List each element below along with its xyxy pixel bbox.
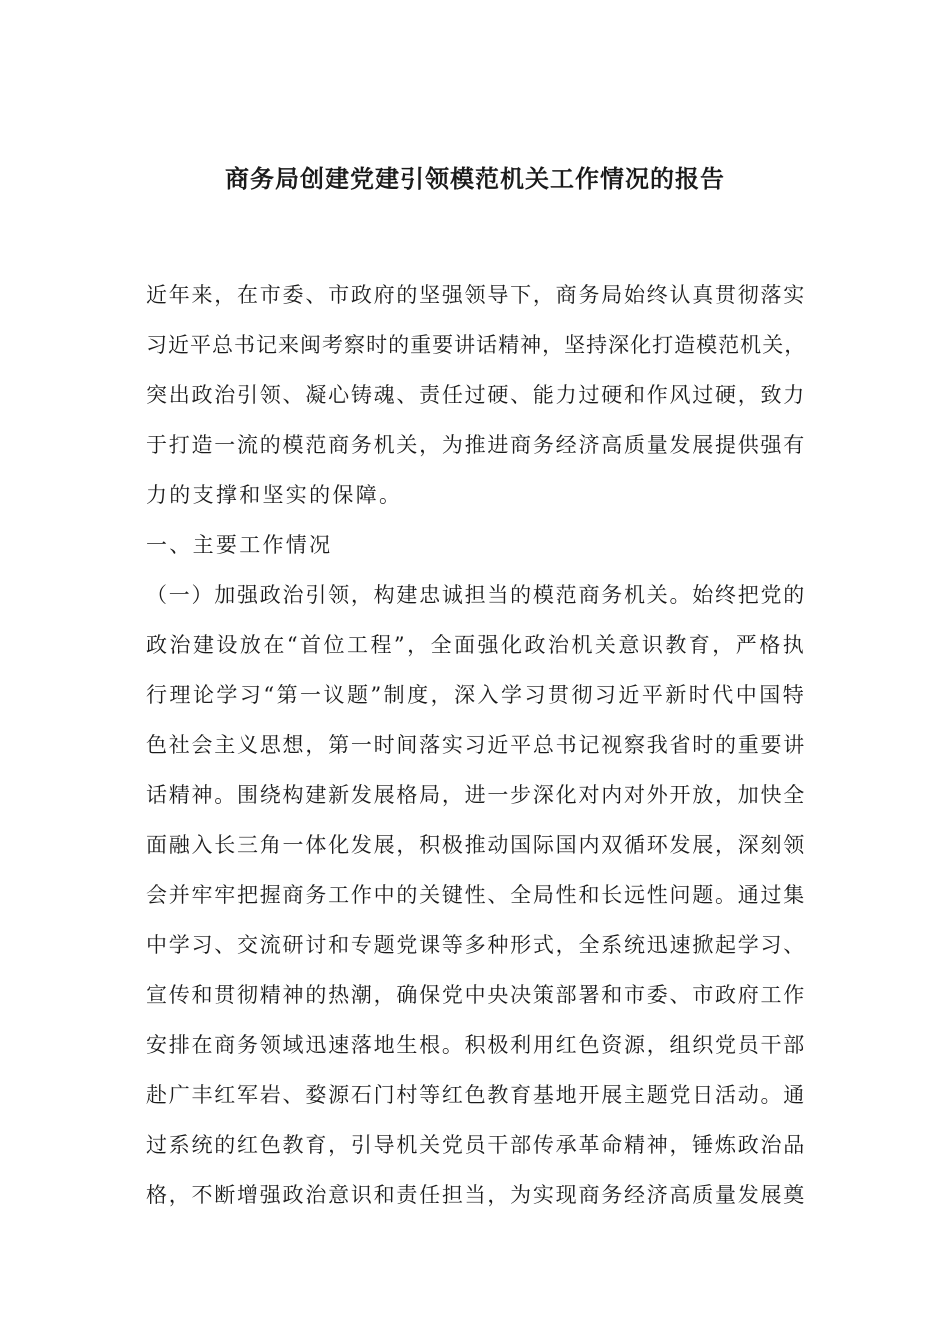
body-line: 力的支撑和坚实的保障。	[146, 483, 403, 507]
body-line: 过系统的红色教育，引导机关党员干部传承革命精神，锤炼政治品	[146, 1133, 806, 1157]
body-line: 突出政治引领、凝心铸魂、责任过硬、能力过硬和作风过硬，致力	[146, 383, 806, 407]
section-heading: 一、主要工作情况	[146, 533, 333, 557]
body-line: 宣传和贯彻精神的热潮，确保党中央决策部署和市委、市政府工作	[146, 983, 806, 1007]
body-line: 习近平总书记来闽考察时的重要讲话精神，坚持深化打造模范机关，	[146, 333, 806, 357]
body-line: （一）加强政治引领，构建忠诚担当的模范商务机关。始终把党的	[146, 583, 806, 607]
body-line: 于打造一流的模范商务机关，为推进商务经济高质量发展提供强有	[146, 433, 806, 457]
body-line: 政治建设放在“首位工程”，全面强化政治机关意识教育，严格执	[146, 633, 806, 657]
body-line: 话精神。围绕构建新发展格局，进一步深化对内对外开放，加快全	[146, 783, 806, 807]
body-line: 近年来，在市委、市政府的坚强领导下，商务局始终认真贯彻落实	[146, 283, 806, 307]
body-line: 赴广丰红军岩、婺源石门村等红色教育基地开展主题党日活动。通	[146, 1083, 806, 1107]
body-line: 格，不断增强政治意识和责任担当，为实现商务经济高质量发展奠	[146, 1183, 806, 1207]
body-line: 会并牢牢把握商务工作中的关键性、全局性和长远性问题。通过集	[146, 883, 806, 907]
body-line: 安排在商务领域迅速落地生根。积极利用红色资源，组织党员干部	[146, 1033, 806, 1057]
body-line: 行理论学习“第一议题”制度，深入学习贯彻习近平新时代中国特	[146, 683, 806, 707]
body-line: 面融入长三角一体化发展，积极推动国际国内双循环发展，深刻领	[146, 833, 806, 857]
body-line: 色社会主义思想，第一时间落实习近平总书记视察我省时的重要讲	[146, 733, 806, 757]
document-title: 商务局创建党建引领模范机关工作情况的报告	[225, 164, 725, 193]
body-line: 中学习、交流研讨和专题党课等多种形式，全系统迅速掀起学习、	[146, 933, 806, 957]
